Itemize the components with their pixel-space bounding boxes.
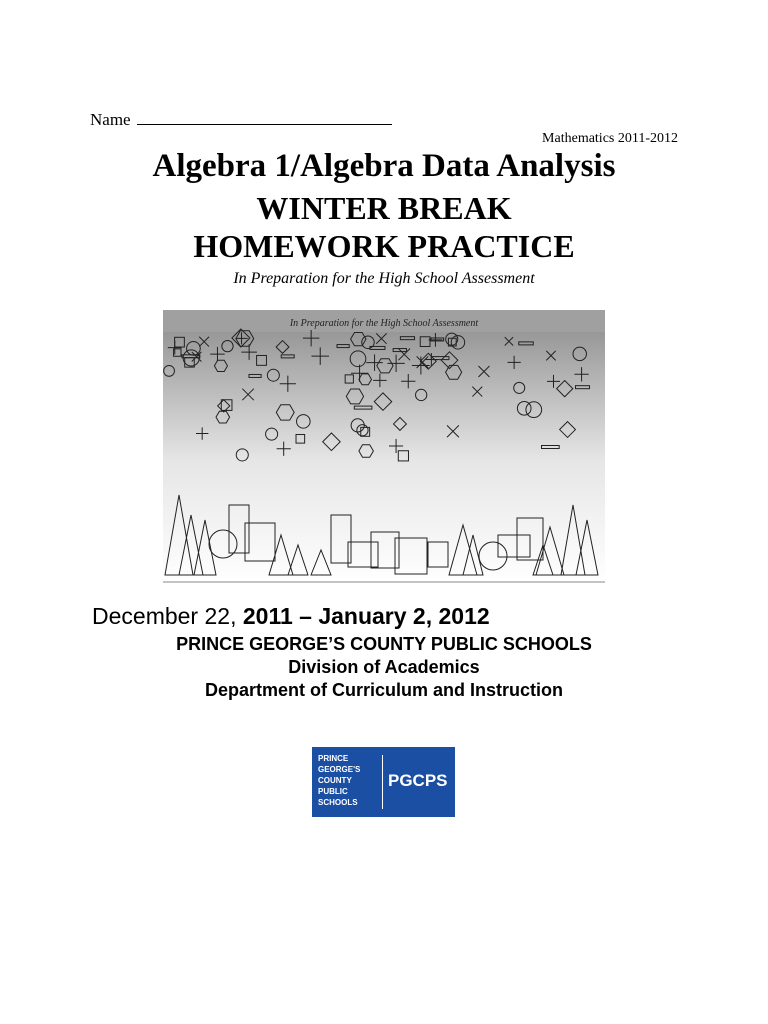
document-title: Algebra 1/Algebra Data Analysis	[152, 148, 616, 184]
title-winter-break: WINTER BREAK	[256, 190, 512, 226]
date-range-bold: 2011 – January 2, 2012	[242, 603, 490, 629]
cover-caption: In Preparation for the High School Assessment	[289, 318, 479, 329]
name-label: Name	[90, 110, 131, 129]
department-name: Department of Curriculum and Instruction	[204, 680, 564, 700]
organization-name: PRINCE GEORGE’S COUNTY PUBLIC SCHOOLS	[176, 634, 592, 654]
name-blank-line	[137, 110, 392, 125]
title-homework-practice: HOMEWORK PRACTICE	[193, 228, 575, 264]
document-subtitle: In Preparation for the High School Assessment	[233, 270, 535, 287]
logo-school-name: PRINCE GEORGE'S COUNTY PUBLIC SCHOOLS	[318, 754, 361, 807]
pgcps-logo	[312, 747, 455, 817]
name-field	[90, 110, 392, 130]
cover-illustration	[163, 310, 605, 584]
date-start: December 22,	[92, 603, 243, 629]
subject-year: Mathematics 2011-2012	[542, 131, 678, 146]
date-range	[92, 603, 490, 630]
division-name: Division of Academics	[288, 657, 480, 677]
logo-divider	[382, 755, 383, 809]
logo-acronym: PGCPS	[388, 771, 448, 790]
